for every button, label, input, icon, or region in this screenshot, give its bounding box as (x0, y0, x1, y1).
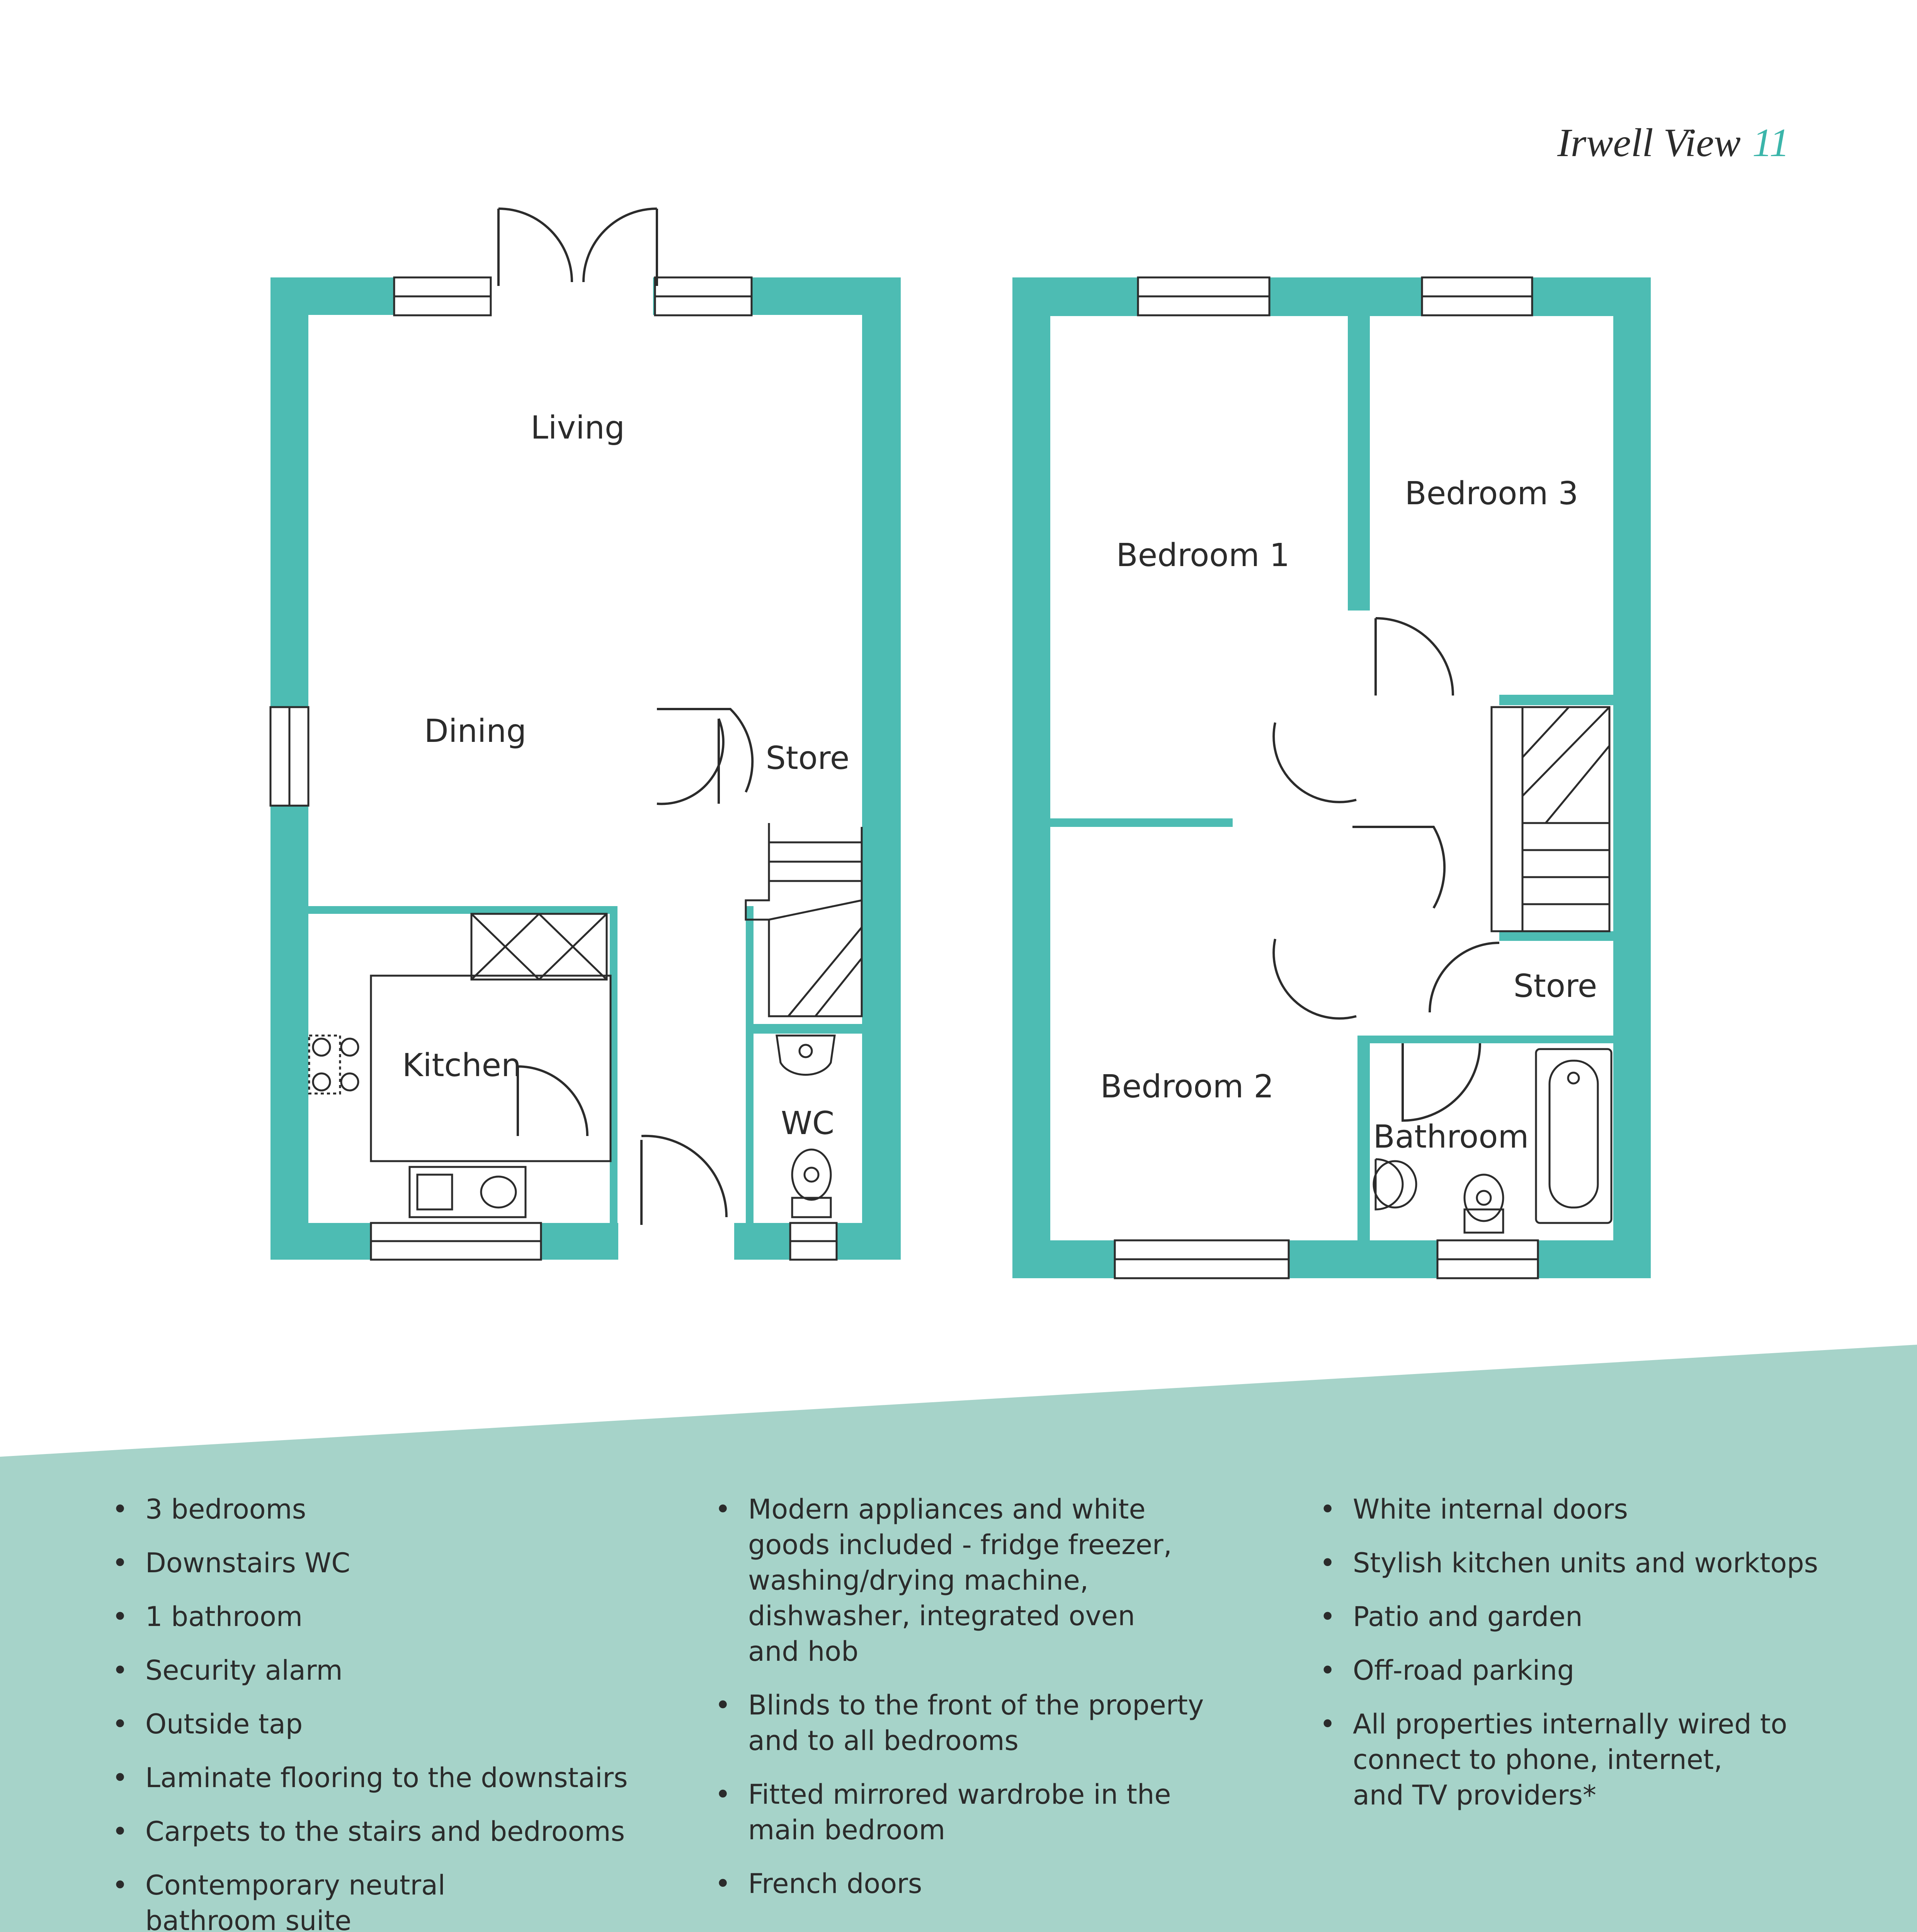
bullet-icon: • (715, 1868, 731, 1900)
room-label-bedroom-1: Bedroom 1 (1116, 537, 1290, 574)
ground-floor-plan (270, 209, 901, 1267)
feature-item (711, 1492, 1291, 1669)
feature-text-line: Contemporary neutral (145, 1869, 446, 1901)
bullet-icon: • (112, 1601, 128, 1633)
room-label-bedroom-3: Bedroom 3 (1405, 475, 1579, 512)
bullet-icon: • (112, 1655, 128, 1686)
feature-text: Patio and garden (1353, 1601, 1583, 1633)
features-column-3 (1316, 1492, 1895, 1831)
bullet-icon: • (112, 1708, 128, 1740)
bullet-icon: • (1320, 1493, 1336, 1525)
feature-text-line: Fitted mirrored wardrobe in the (748, 1779, 1171, 1810)
feature-text: Outside tap (145, 1708, 303, 1740)
feature-item (711, 1866, 1291, 1901)
feature-text-line: Modern appliances and white (748, 1493, 1146, 1525)
feature-text-line: connect to phone, internet, (1353, 1744, 1723, 1776)
feature-text: Off-road parking (1353, 1655, 1575, 1686)
room-label-wc: WC (781, 1105, 835, 1142)
feature-text: 1 bathroom (145, 1601, 303, 1633)
bullet-icon: • (1320, 1601, 1336, 1633)
feature-text-line: dishwasher, integrated oven (748, 1600, 1135, 1632)
bullet-icon: • (715, 1493, 731, 1525)
feature-item (1316, 1599, 1895, 1634)
feature-item (108, 1706, 688, 1742)
feature-item (711, 1777, 1291, 1848)
feature-text: White internal doors (1353, 1493, 1628, 1525)
feature-text-line: and to all bedrooms (748, 1725, 1019, 1757)
bullet-icon: • (1320, 1547, 1336, 1579)
bullet-icon: • (715, 1689, 731, 1721)
bullet-icon: • (112, 1816, 128, 1847)
features-column-1 (108, 1492, 688, 1932)
bullet-icon: • (1320, 1655, 1336, 1686)
feature-text: Downstairs WC (145, 1547, 350, 1579)
feature-text: Stylish kitchen units and worktops (1353, 1547, 1818, 1579)
room-label-kitchen: Kitchen (402, 1047, 522, 1084)
feature-text: Security alarm (145, 1655, 343, 1686)
feature-item (108, 1492, 688, 1527)
bullet-icon: • (112, 1493, 128, 1525)
feature-text-line: All properties internally wired to (1353, 1708, 1788, 1740)
room-label-dining: Dining (424, 713, 527, 750)
feature-item (1316, 1545, 1895, 1581)
feature-text-line: and TV providers* (1353, 1779, 1596, 1811)
room-label-store-first: Store (1513, 968, 1597, 1005)
bullet-icon: • (715, 1779, 731, 1810)
feature-item (108, 1653, 688, 1688)
first-floor-plan (1012, 277, 1651, 1278)
feature-text: French doors (748, 1868, 922, 1900)
feature-item (108, 1760, 688, 1796)
page-number: 11 (1752, 121, 1789, 165)
development-name: Irwell View (1557, 121, 1741, 165)
feature-text-line: Blinds to the front of the property (748, 1689, 1204, 1721)
feature-item (711, 1687, 1291, 1759)
feature-text-line: washing/drying machine, (748, 1565, 1089, 1596)
bullet-icon: • (112, 1547, 128, 1579)
feature-text-line: bathroom suite (145, 1905, 352, 1932)
feature-item (1316, 1492, 1895, 1527)
bullet-icon: • (112, 1762, 128, 1794)
feature-text: Carpets to the stairs and bedrooms (145, 1816, 625, 1847)
feature-text: 3 bedrooms (145, 1493, 306, 1525)
room-label-bedroom-2: Bedroom 2 (1100, 1068, 1274, 1105)
feature-text: Laminate flooring to the downstairs (145, 1762, 628, 1794)
room-label-living: Living (531, 410, 625, 446)
feature-item (108, 1545, 688, 1581)
bullet-icon: • (112, 1869, 128, 1901)
feature-text-line: and hob (748, 1636, 859, 1667)
feature-text-line: main bedroom (748, 1814, 946, 1846)
feature-item (1316, 1706, 1895, 1813)
feature-text-line: goods included - fridge freezer, (748, 1529, 1172, 1561)
feature-item (108, 1599, 688, 1634)
bullet-icon: • (1320, 1708, 1336, 1740)
room-label-store: Store (765, 740, 850, 777)
features-column-2 (711, 1492, 1291, 1920)
feature-item (108, 1867, 688, 1932)
feature-item (108, 1814, 688, 1849)
room-label-bathroom: Bathroom (1373, 1119, 1529, 1155)
feature-item (1316, 1653, 1895, 1688)
